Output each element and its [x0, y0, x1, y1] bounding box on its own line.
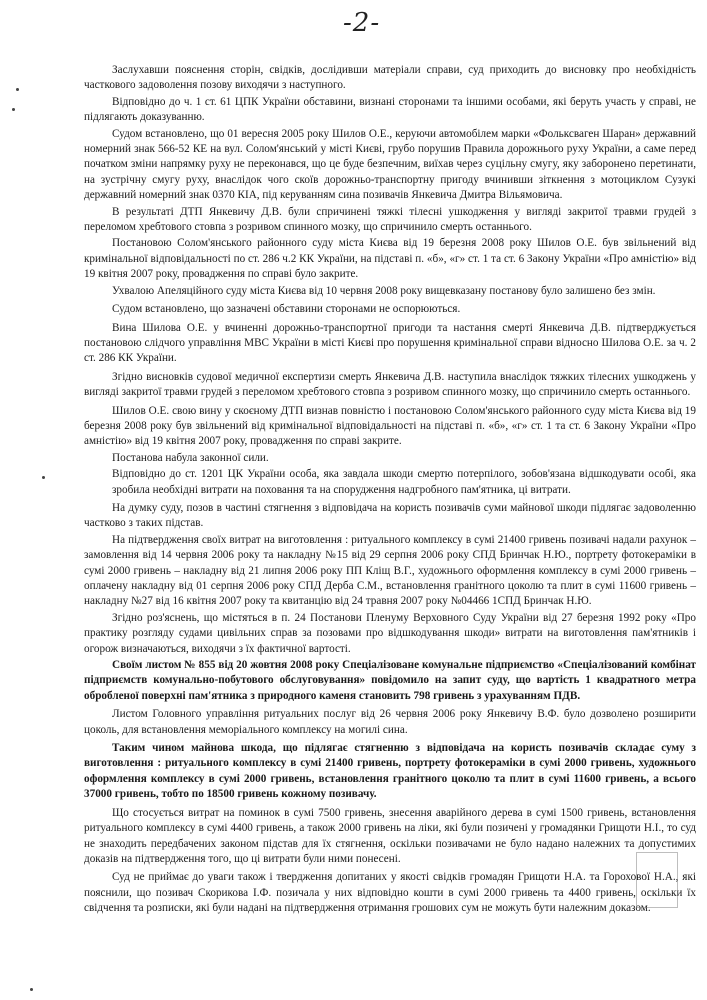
paragraph: Судом встановлено, що зазначені обставини сторонами не оспорюються. [112, 303, 461, 316]
paragraph: Відповідно до ст. 1201 ЦК України особа, яка завдала шкоди смертю потерпілого, зобов'язана відшкодувати особі, яка зробила необхідні витрати на поховання та на спорудження надгробного пам'ятника, ці витрати. [112, 468, 696, 496]
page-number-mark: -2- [343, 8, 381, 38]
paragraph: Вина Шилова О.Е. у вчиненні дорожньо-транспортної пригоди та настання смерті Янкевича Д.В. підтверджується постановою слідчого управління МВС України в місті Києві про порушення кримінальної справи відносно Шилова О.Е. за ч. 2 ст. 286 КК України. [84, 321, 696, 365]
paragraph: Заслухавши пояснення сторін, свідків, дослідивши матеріали справи, суд приходить до висновку про необхідність часткового задоволення позову виходячи з наступного. [84, 64, 696, 92]
paragraph: На думку суду, позов в частині стягнення з відповідача на користь позивачів суми майнової шкоди підлягає задоволенню частково з таких підстав. [84, 501, 696, 530]
paragraph: Згідно роз'яснень, що містяться в п. 24 Постанови Пленуму Верховного Суду України від 27 березня 1992 року «Про практику розгляду судами цивільних справ за позовами про відшкодування шкоди» витрати на виготовлення пам'ятників і огорож визначаються, виходячи з їх фактичної вартості. [84, 611, 696, 655]
paragraph: В результаті ДТП Янкевичу Д.В. були спричинені тяжкі тілесні ушкодження у вигляді закритої травми грудей з переломом хребтового стовпа з розривом спинного мозку, що спричинило смерть останнього. [84, 205, 696, 234]
faint-stamp-mark [636, 852, 678, 908]
paragraph: Судом встановлено, що 01 вересня 2005 року Шилов О.Е., керуючи автомобілем марки «Фольксваген Шаран» державний номерний знак 566-52 КЕ на вул. Солом'янський у місті Києві, грубо порушив Правила дорожнього руху України, а саме перед початком зміни напрямку руху не переконався, що це буде безпечним, виїхав через суцільну смугу, яку заборонено перетинати, на зустрічну смугу руху, внаслідок чого скоїв дорожньо-транспортну пригоду вчинивши зіткнення з мотоциклом Сузукі державний номерний знак 0370 КІА, під керуванням сина позивачів Янкевича Дмитра Вільямовича. [84, 127, 696, 202]
document-body [84, 63, 696, 918]
paragraph: Постанова набула законної сили. [112, 451, 269, 464]
paragraph: Своїм листом № 855 від 20 жовтня 2008 року Спеціалізоване комунальне підприємство «Спеціалізований комбінат підприємств комунально-побутового обслуговування» повідомило на запит суду, що вартість 1 квадратного метра обробленої поверхні пам'ятника з природного каменя становить 798 гривень з урахуванням ПДВ. [84, 659, 696, 702]
paragraph: Відповідно до ч. 1 ст. 61 ЦПК України обставини, визнані сторонами та іншими особами, які беруть участь у справі, не підлягають доказуванню. [84, 95, 696, 124]
scan-speck [12, 108, 15, 111]
scan-speck [42, 476, 45, 479]
paragraph: Суд не приймає до уваги також і твердження допитаних у якості свідків громадян Грищоти Н.А. та Горохової Н.А., які пояснили, що позивач Скорикова І.Ф. позичала у них відповідно кошти в сумі 2000 гривень та 4400 гривень, оскільки їх свідчення та розписки, які були надані на підтвердження отримання грошових сум не можуть бути належним доказом. [84, 871, 696, 915]
paragraph: Таким чином майнова шкода, що підлягає стягненню з відповідача на користь позивачів складає суму з виготовлення : ритуального комплексу в сумі 21400 гривень, портрету фотокераміки в сумі 2000 гривень, художнього оформлення комплексу в сумі 2000 гривень, встановлення гранітного цоколю та плит в сумі 11600 гривень, а всього 37000 гривень, тобто по 18500 гривень кожному позивачу. [84, 742, 696, 801]
paragraph: Ухвалою Апеляційного суду міста Києва від 10 червня 2008 року вищевказану постанову було залишено без змін. [112, 284, 656, 297]
paragraph: Постановою Солом'янського районного суду міста Києва від 19 березня 2008 року Шилов О.Е. був звільнений від кримінальної відповідальності по ст. 286 ч.2 КК України, на підставі п. «б», «г» ст. 1 та ст. 6 Закону України «Про амністію» від 19 квітня 2007 року, провадження по справі було закрите. [84, 237, 696, 281]
paragraph: Листом Головного управління ритуальних послуг від 26 червня 2006 року Янкевичу В.Ф. було дозволено розширити цоколь, для встановлення меморіального комплексу на могилі сина. [84, 708, 696, 736]
paragraph: Що стосується витрат на поминок в сумі 7500 гривень, знесення аварійного дерева в сумі 1500 гривень, встановлення ритуального комплексу в сумі 4400 гривень, а також 2000 гривень на ліки, які були позичені у громадянки Грищоти Н.І., то суд не знаходить передбачених законом підстав для їх стягнення, оскільки позивачами не було надано належних та допустимих доказів на підтвердження того, що ці витрати були ними понесені. [84, 806, 696, 865]
scan-speck [30, 988, 33, 991]
paragraph: На підтвердження своїх витрат на виготовлення : ритуального комплексу в сумі 21400 гривень позивачі надали рахунок – замовлення від 14 червня 2006 року та накладну №15 від 29 серпня 2006 року СПД Бринчак Н.Ю., портрету фотокераміки в сумі 2000 гривень – накладну від 21 липня 2006 року ПП Кліщ В.Г., художнього оформлення комплексу в сумі 2000 гривень – оплачену накладну від 01 серпня 2006 року СПД Дерба С.М., встановлення гранітного цоколю та плит в сумі 11600 гривень – накладну №27 від 16 квітня 2007 року та квитанцію від 24 травня 2007 року №04466 1СПД Бринчак Н.Ю. [84, 533, 696, 608]
paragraph: Шилов О.Е. свою вину у скоєному ДТП визнав повністю і постановою Солом'янського районного суду міста Києва від 19 березня 2008 року був звільнений від кримінальної відповідальності на підставі п. «б», «г» ст. 1 та ст. 6 Закону України «Про амністію» від 19 квітня 2007 року, провадження по справі закрите. [84, 404, 696, 448]
scan-speck [16, 88, 19, 91]
paragraph: Згідно висновків судової медичної експертизи смерть Янкевича Д.В. наступила внаслідок тяжких тілесних ушкоджень у вигляді закритої травми грудей з переломом хребтового стовпа з розривом спинного мозку, що спричинило смерть останнього. [84, 370, 696, 399]
